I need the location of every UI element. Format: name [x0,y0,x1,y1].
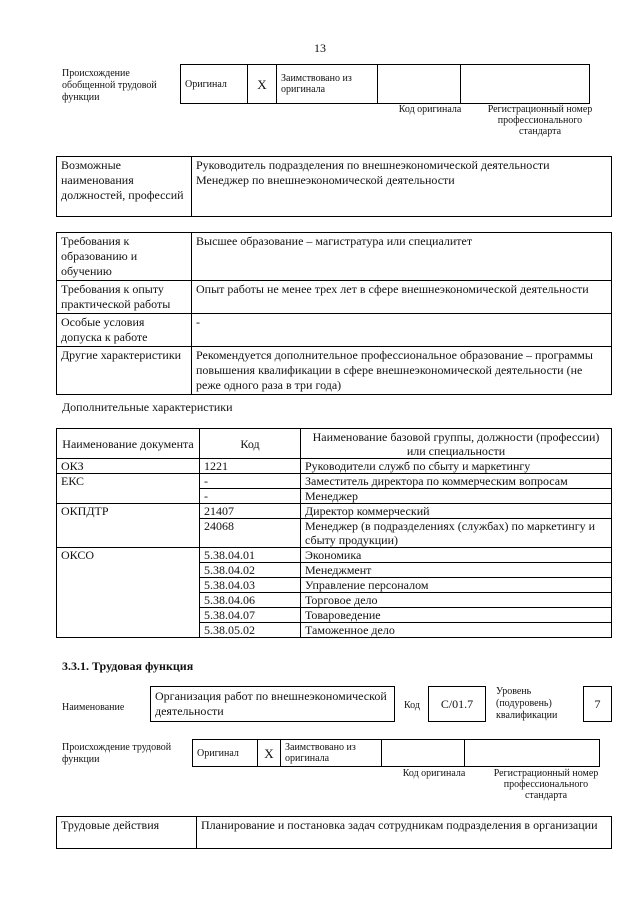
table-row [57,504,612,519]
section-heading: 3.3.1. Трудовая функция [62,659,194,673]
origin-borrowed-label: Заимствовано из оригинала [281,740,382,767]
origin-table [180,64,590,104]
cell-code: 5.38.04.02 [200,563,301,578]
requirement-label: Требования к образованию и обучению [57,233,192,281]
cell-code: 21407 [200,504,301,519]
cell-doc: ОКЗ [57,459,200,474]
cell-code: 5.38.04.07 [200,608,301,623]
function-code-box [428,686,486,722]
origin-code-caption: Код оригинала [398,104,462,115]
origin-mark: X [258,740,281,767]
cell-name: Таможенное дело [301,623,612,638]
cell-doc: ОКСО [57,548,200,638]
origin-mark: X [248,65,277,104]
cell-code: 5.38.04.01 [200,548,301,563]
labor-actions-table [56,816,612,849]
cell-doc: ЕКС [57,474,200,504]
labor-actions-label: Трудовые действия [57,817,197,849]
labor-actions-value: Планирование и постановка задач сотрудникам подразделения в организации [197,817,612,849]
function-code-label: Код [404,700,420,711]
origin-reg-caption: Регистрационный номер профессионального стандарта [493,768,599,801]
origin-borrowed-label: Заимствовано из оригинала [277,65,378,104]
cell-code: 1221 [200,459,301,474]
origin-label: Происхождение трудовой функции [62,742,172,765]
cell-code: - [200,474,301,489]
header-document: Наименование документа [57,429,200,459]
function-name-value: Организация работ по внешнеэкономической деятельности [155,689,387,718]
cell-code: 5.38.05.02 [200,623,301,638]
origin-label: Происхождение обобщенной трудовой функции [62,68,157,103]
requirement-label: Особые условия допуска к работе [57,314,192,347]
cell-code: 24068 [200,519,301,548]
function-name-box [150,686,395,722]
cell-name: Товароведение [301,608,612,623]
position-item: Менеджер по внешнеэкономической деятельности [196,173,455,187]
table-row [57,459,612,474]
requirement-value: Высшее образование – магистратура или специалитет [192,233,612,281]
additional-title: Дополнительные характеристики [62,400,233,414]
requirement-value: Опыт работы не менее трех лет в сфере внешнеэкономической деятельности [192,281,612,314]
table-row [57,474,612,489]
level-label: Уровень (подуровень) квалификации [496,686,558,721]
positions-label: Возможные наименования должностей, профессий [57,157,192,217]
cell-name: Менеджер [301,489,612,504]
cell-name: Экономика [301,548,612,563]
cell-name: Менеджмент [301,563,612,578]
origin-code-cell [378,65,461,104]
origin-original-label: Оригинал [181,65,248,104]
positions-values [192,157,612,217]
page-number: 13 [314,41,326,55]
cell-code: - [200,489,301,504]
origin-code-cell [382,740,465,767]
origin-reg-cell [461,65,590,104]
cell-name: Управление персоналом [301,578,612,593]
cell-name: Менеджер (в подразделениях (службах) по маркетингу и сбыту продукции) [301,519,612,548]
requirements-table [56,232,612,395]
function-name-label: Наименование [62,702,125,713]
cell-code: 5.38.04.06 [200,593,301,608]
cell-name: Руководители служб по сбыту и маркетингу [301,459,612,474]
requirement-label: Другие характеристики [57,347,192,395]
additional-table [56,428,612,638]
origin-code-caption: Код оригинала [402,768,466,779]
requirement-value: - [192,314,612,347]
positions-table [56,156,612,217]
cell-doc: ОКПДТР [57,504,200,548]
origin-reg-cell [465,740,600,767]
header-code: Код [200,429,301,459]
cell-name: Заместитель директора по коммерческим вопросам [301,474,612,489]
origin-original-label: Оригинал [193,740,258,767]
cell-name: Торговое дело [301,593,612,608]
cell-code: 5.38.04.03 [200,578,301,593]
header-name: Наименование базовой группы, должности (профессии) или специальности [301,429,612,459]
origin-table [192,739,600,767]
level-value: 7 [594,697,601,711]
function-code-value: С/01.7 [440,697,474,711]
position-item: Руководитель подразделения по внешнеэкономической деятельности [196,158,550,172]
requirement-value: Рекомендуется дополнительное профессиональное образование – программы повышения квалификации в сфере внешнеэкономической деятельности (не реже одного раза в три года) [192,347,612,395]
level-box [583,686,612,722]
cell-name: Директор коммерческий [301,504,612,519]
requirement-label: Требования к опыту практической работы [57,281,192,314]
table-row [57,548,612,563]
origin-reg-caption: Регистрационный номер профессионального стандарта [487,104,593,137]
